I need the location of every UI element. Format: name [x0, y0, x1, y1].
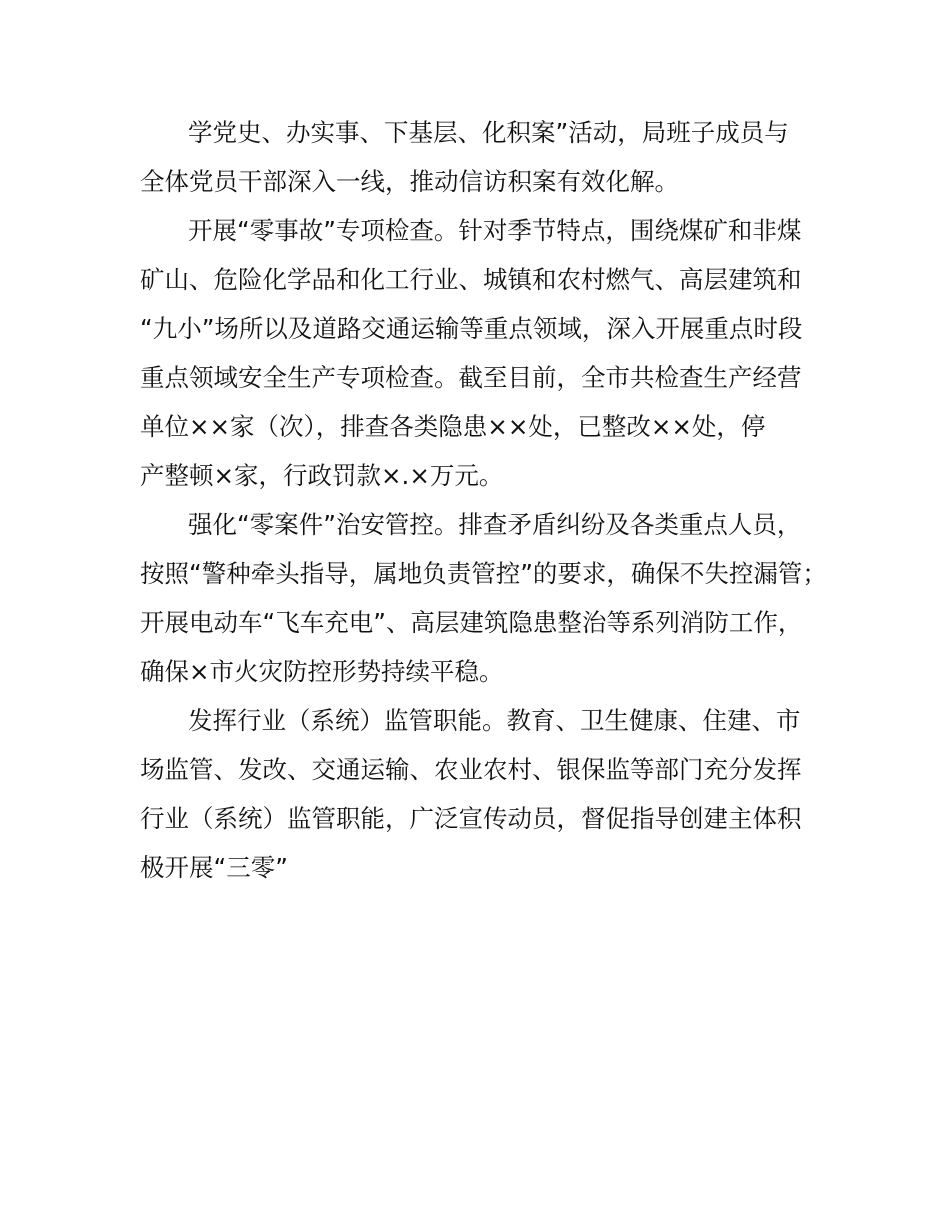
paragraph-1-line-1: 学党史、办实事、下基层、化积案”活动，局班子成员与 — [188, 118, 789, 147]
paragraph-2-line-5: 单位××家（次），排查各类隐患××处，已整改××处，停 — [140, 412, 766, 441]
paragraph-2-line-1: 开展“零事故”专项检查。针对季节特点，围绕煤矿和非煤 — [188, 216, 802, 245]
paragraph-4-line-4: 极开展“三零” — [140, 853, 288, 882]
paragraph-3-line-2: 按照“警种牵头指导，属地负责管控”的要求，确保不失控漏管； — [140, 559, 827, 588]
paragraph-3-line-4: 确保×市火灾防控形势持续平稳。 — [140, 657, 504, 686]
paragraph-4-line-1: 发挥行业（系统）监管职能。教育、卫生健康、住建、市 — [188, 706, 801, 735]
paragraph-2-line-2: 矿山、危险化学品和化工行业、城镇和农村燃气、高层建筑和 — [140, 265, 802, 294]
paragraph-1-line-2: 全体党员干部深入一线，推动信访积案有效化解。 — [140, 167, 679, 196]
document-body — [140, 108, 830, 892]
paragraph-4-line-3: 行业（系统）监管职能，广泛宣传动员，督促指导创建主体积 — [140, 804, 802, 833]
paragraph-4-line-2: 场监管、发改、交通运输、农业农村、银保监等部门充分发挥 — [140, 755, 802, 784]
paragraph-3-line-1: 强化“零案件”治安管控。排查矛盾纠纷及各类重点人员， — [188, 510, 802, 539]
paragraph-2-line-6: 产整顿×家，行政罚款×.×万元。 — [140, 461, 504, 490]
paragraph-2-line-4: 重点领域安全生产专项检查。截至目前，全市共检查生产经营 — [140, 363, 802, 392]
paragraph-3-line-3: 开展电动车“飞车充电”、高层建筑隐患整治等系列消防工作， — [140, 608, 803, 637]
paragraph-2-line-3: “九小”场所以及道路交通运输等重点领域，深入开展重点时段 — [140, 314, 803, 343]
